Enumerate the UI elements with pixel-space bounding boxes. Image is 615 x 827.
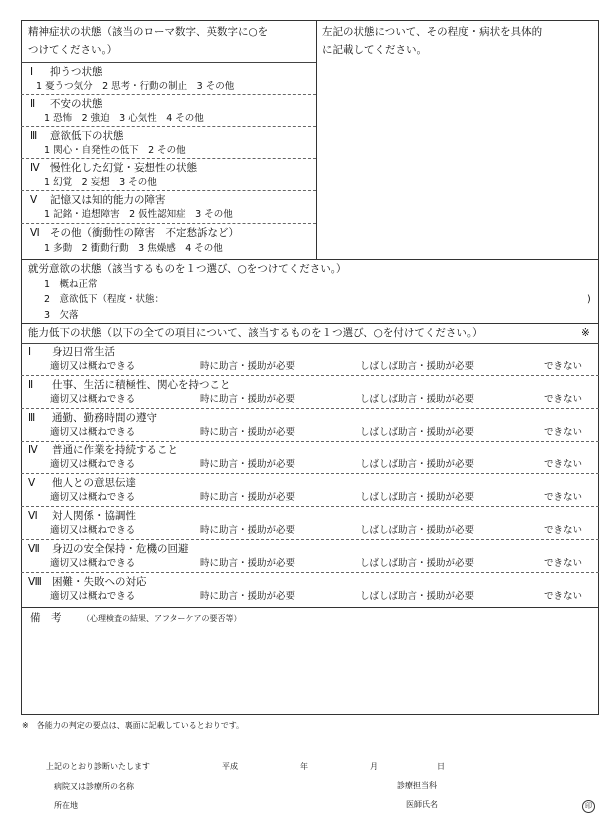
symptom-detail-field[interactable] xyxy=(318,62,597,258)
ability-num-4: Ⅳ xyxy=(28,444,38,457)
symptoms-column-divider xyxy=(316,20,317,260)
ability-title-4: 普通に作業を持続すること xyxy=(52,444,178,457)
ability-8-option-2[interactable]: 時に助言・援助が必要 xyxy=(200,590,296,602)
work-motivation-option-1[interactable]: 1 概ね正常 xyxy=(44,279,98,290)
ability-3-option-1[interactable]: 適切又は概ねできる xyxy=(50,426,136,438)
remarks-title: 備 考 xyxy=(30,612,62,624)
ability-1-option-4[interactable]: できない xyxy=(544,361,583,372)
symptom-num-5[interactable]: Ⅴ xyxy=(30,194,38,206)
ability-num-7: Ⅶ xyxy=(28,542,40,555)
ability-title-6: 対人関係・協調性 xyxy=(52,510,136,522)
ability-4-option-2[interactable]: 時に助言・援助が必要 xyxy=(200,459,296,471)
symptoms-detail-instruction-line1: 左記の状態について、その程度・病状を具体的 xyxy=(322,26,543,38)
ability-3-option-3[interactable]: しばしば助言・援助が必要 xyxy=(360,426,475,438)
ability-title-7: 身辺の安全保持・危機の回避 xyxy=(52,542,189,555)
ability-6-option-1[interactable]: 適切又は概ねできる xyxy=(50,525,136,536)
ability-title-2: 仕事、生活に積極性、関心を持つこと xyxy=(52,378,231,391)
symptom-num-4[interactable]: Ⅳ xyxy=(30,162,40,174)
date-year[interactable]: 年 xyxy=(300,762,308,771)
ability-num-1: Ⅰ xyxy=(28,346,32,358)
remarks-field[interactable] xyxy=(24,628,596,712)
symptom-options-5[interactable]: 1 記銘・追想障害 2 仮性認知症 3 その他 xyxy=(44,209,233,220)
ability-5-option-4[interactable]: できない xyxy=(544,492,583,504)
symptom-num-2[interactable]: Ⅱ xyxy=(30,98,36,110)
ability-note-mark: ※ xyxy=(581,327,590,339)
symptom-title-1: 抑うつ状態 xyxy=(50,66,103,78)
work-motivation-title: 就労意欲の状態（該当するものを１つ選び、○をつけてください。） xyxy=(28,263,347,275)
ability-title-3: 通勤、勤務時間の遵守 xyxy=(52,411,157,424)
ability-5-option-3[interactable]: しばしば助言・援助が必要 xyxy=(360,492,475,504)
ability-num-8: Ⅷ xyxy=(28,575,42,588)
ability-2-option-4[interactable]: できない xyxy=(544,393,583,405)
symptom-title-5: 記憶又は知的能力の障害 xyxy=(50,194,166,206)
symptom-title-4: 慢性化した幻覚・妄想性の状態 xyxy=(50,162,197,174)
ability-header-divider xyxy=(21,343,599,344)
ability-7-option-2[interactable]: 時に助言・援助が必要 xyxy=(200,557,296,569)
footnote: ※ 各能力の判定の要点は、裏面に記載しているとおりです。 xyxy=(22,721,245,730)
ability-row-divider xyxy=(21,408,599,409)
ability-2-option-1[interactable]: 適切又は概ねできる xyxy=(50,393,136,405)
symptom-divider-2 xyxy=(21,126,316,127)
ability-8-option-1[interactable]: 適切又は概ねできる xyxy=(50,590,136,602)
date-day[interactable]: 日 xyxy=(437,762,445,771)
ability-num-5: Ⅴ xyxy=(28,477,36,490)
symptom-options-1[interactable]: 1 憂うつ気分 2 思考・行動の制止 3 その他 xyxy=(36,81,235,92)
symptom-num-3[interactable]: Ⅲ xyxy=(30,130,38,142)
work-motivation-option-2-close: ) xyxy=(587,294,591,305)
ability-row-divider xyxy=(21,572,599,573)
symptom-divider-1 xyxy=(21,94,316,95)
ability-6-option-2[interactable]: 時に助言・援助が必要 xyxy=(200,525,296,536)
hospital-name-label: 病院又は診療所の名称 xyxy=(54,782,134,791)
seal-mark: 印 xyxy=(582,800,595,813)
ability-7-option-4[interactable]: できない xyxy=(544,557,583,569)
department-label: 診療担当科 xyxy=(397,781,437,790)
symptom-title-2: 不安の状態 xyxy=(50,98,103,110)
symptom-title-3: 意欲低下の状態 xyxy=(50,130,124,142)
ability-5-option-2[interactable]: 時に助言・援助が必要 xyxy=(200,492,296,504)
ability-1-option-3[interactable]: しばしば助言・援助が必要 xyxy=(360,361,475,372)
ability-title: 能力低下の状態（以下の全ての項目について、該当するものを１つ選び、○を付けてください。） xyxy=(28,327,483,339)
ability-1-option-1[interactable]: 適切又は概ねできる xyxy=(50,361,136,372)
symptom-options-6[interactable]: 1 多動 2 衝動行動 3 焦燥感 4 その他 xyxy=(44,243,223,254)
date-month[interactable]: 月 xyxy=(370,762,378,771)
ability-num-6: Ⅵ xyxy=(28,510,38,522)
diagnosis-statement: 上記のとおり診断いたします xyxy=(46,762,150,771)
ability-2-option-2[interactable]: 時に助言・援助が必要 xyxy=(200,393,296,405)
symptom-options-3[interactable]: 1 関心・自発性の低下 2 その他 xyxy=(44,145,186,156)
ability-8-option-3[interactable]: しばしば助言・援助が必要 xyxy=(360,590,475,602)
ability-row-divider xyxy=(21,441,599,442)
ability-row-divider xyxy=(21,539,599,540)
ability-num-3: Ⅲ xyxy=(28,411,36,424)
symptom-divider-3 xyxy=(21,158,316,159)
symptom-divider-5 xyxy=(21,223,316,224)
ability-title-8: 困難・失敗への対応 xyxy=(52,575,147,588)
date-era[interactable]: 平成 xyxy=(222,762,238,771)
symptoms-title-line2: つけてください。） xyxy=(28,44,118,56)
doctor-name-label: 医師氏名 xyxy=(406,800,438,809)
ability-5-option-1[interactable]: 適切又は概ねできる xyxy=(50,492,136,504)
symptoms-header-divider xyxy=(21,62,316,63)
symptom-num-1[interactable]: Ⅰ xyxy=(30,66,34,78)
ability-3-option-2[interactable]: 時に助言・援助が必要 xyxy=(200,426,296,438)
ability-6-option-4[interactable]: できない xyxy=(544,525,583,536)
ability-4-option-1[interactable]: 適切又は概ねできる xyxy=(50,459,136,471)
ability-8-option-4[interactable]: できない xyxy=(544,590,583,602)
ability-num-2: Ⅱ xyxy=(28,378,34,391)
ability-6-option-3[interactable]: しばしば助言・援助が必要 xyxy=(360,525,475,536)
symptoms-detail-instruction-line2: に記載してください。 xyxy=(322,44,427,56)
symptom-num-6[interactable]: Ⅵ xyxy=(30,227,40,239)
ability-row-divider xyxy=(21,473,599,474)
ability-7-option-3[interactable]: しばしば助言・援助が必要 xyxy=(360,557,475,569)
ability-4-option-3[interactable]: しばしば助言・援助が必要 xyxy=(360,459,475,471)
symptom-options-4[interactable]: 1 幻覚 2 妄想 3 その他 xyxy=(44,177,157,188)
ability-title-5: 他人との意思伝達 xyxy=(52,477,136,490)
ability-1-option-2[interactable]: 時に助言・援助が必要 xyxy=(200,361,296,372)
work-motivation-option-3[interactable]: 3 欠落 xyxy=(44,310,79,321)
ability-title-1: 身辺日常生活 xyxy=(52,346,115,358)
symptom-divider-4 xyxy=(21,190,316,191)
ability-2-option-3[interactable]: しばしば助言・援助が必要 xyxy=(360,393,475,405)
ability-3-option-4[interactable]: できない xyxy=(544,426,583,438)
symptoms-title-line1: 精神症状の状態（該当のローマ数字、英数字に○を xyxy=(28,26,269,38)
address-label: 所在地 xyxy=(54,801,78,810)
work-motivation-option-2[interactable]: 2 意欲低下（程度・状態： xyxy=(44,294,165,305)
symptom-title-6: その他（衝動性の障害 不定愁訴など） xyxy=(50,227,239,239)
symptom-options-2[interactable]: 1 恐怖 2 強迫 3 心気性 4 その他 xyxy=(44,113,204,124)
remarks-note: （心理検査の結果、アフターケアの要否等） xyxy=(82,614,242,623)
ability-4-option-4[interactable]: できない xyxy=(544,459,583,471)
ability-row-divider xyxy=(21,506,599,507)
ability-7-option-1[interactable]: 適切又は概ねできる xyxy=(50,557,136,569)
ability-row-divider xyxy=(21,375,599,376)
